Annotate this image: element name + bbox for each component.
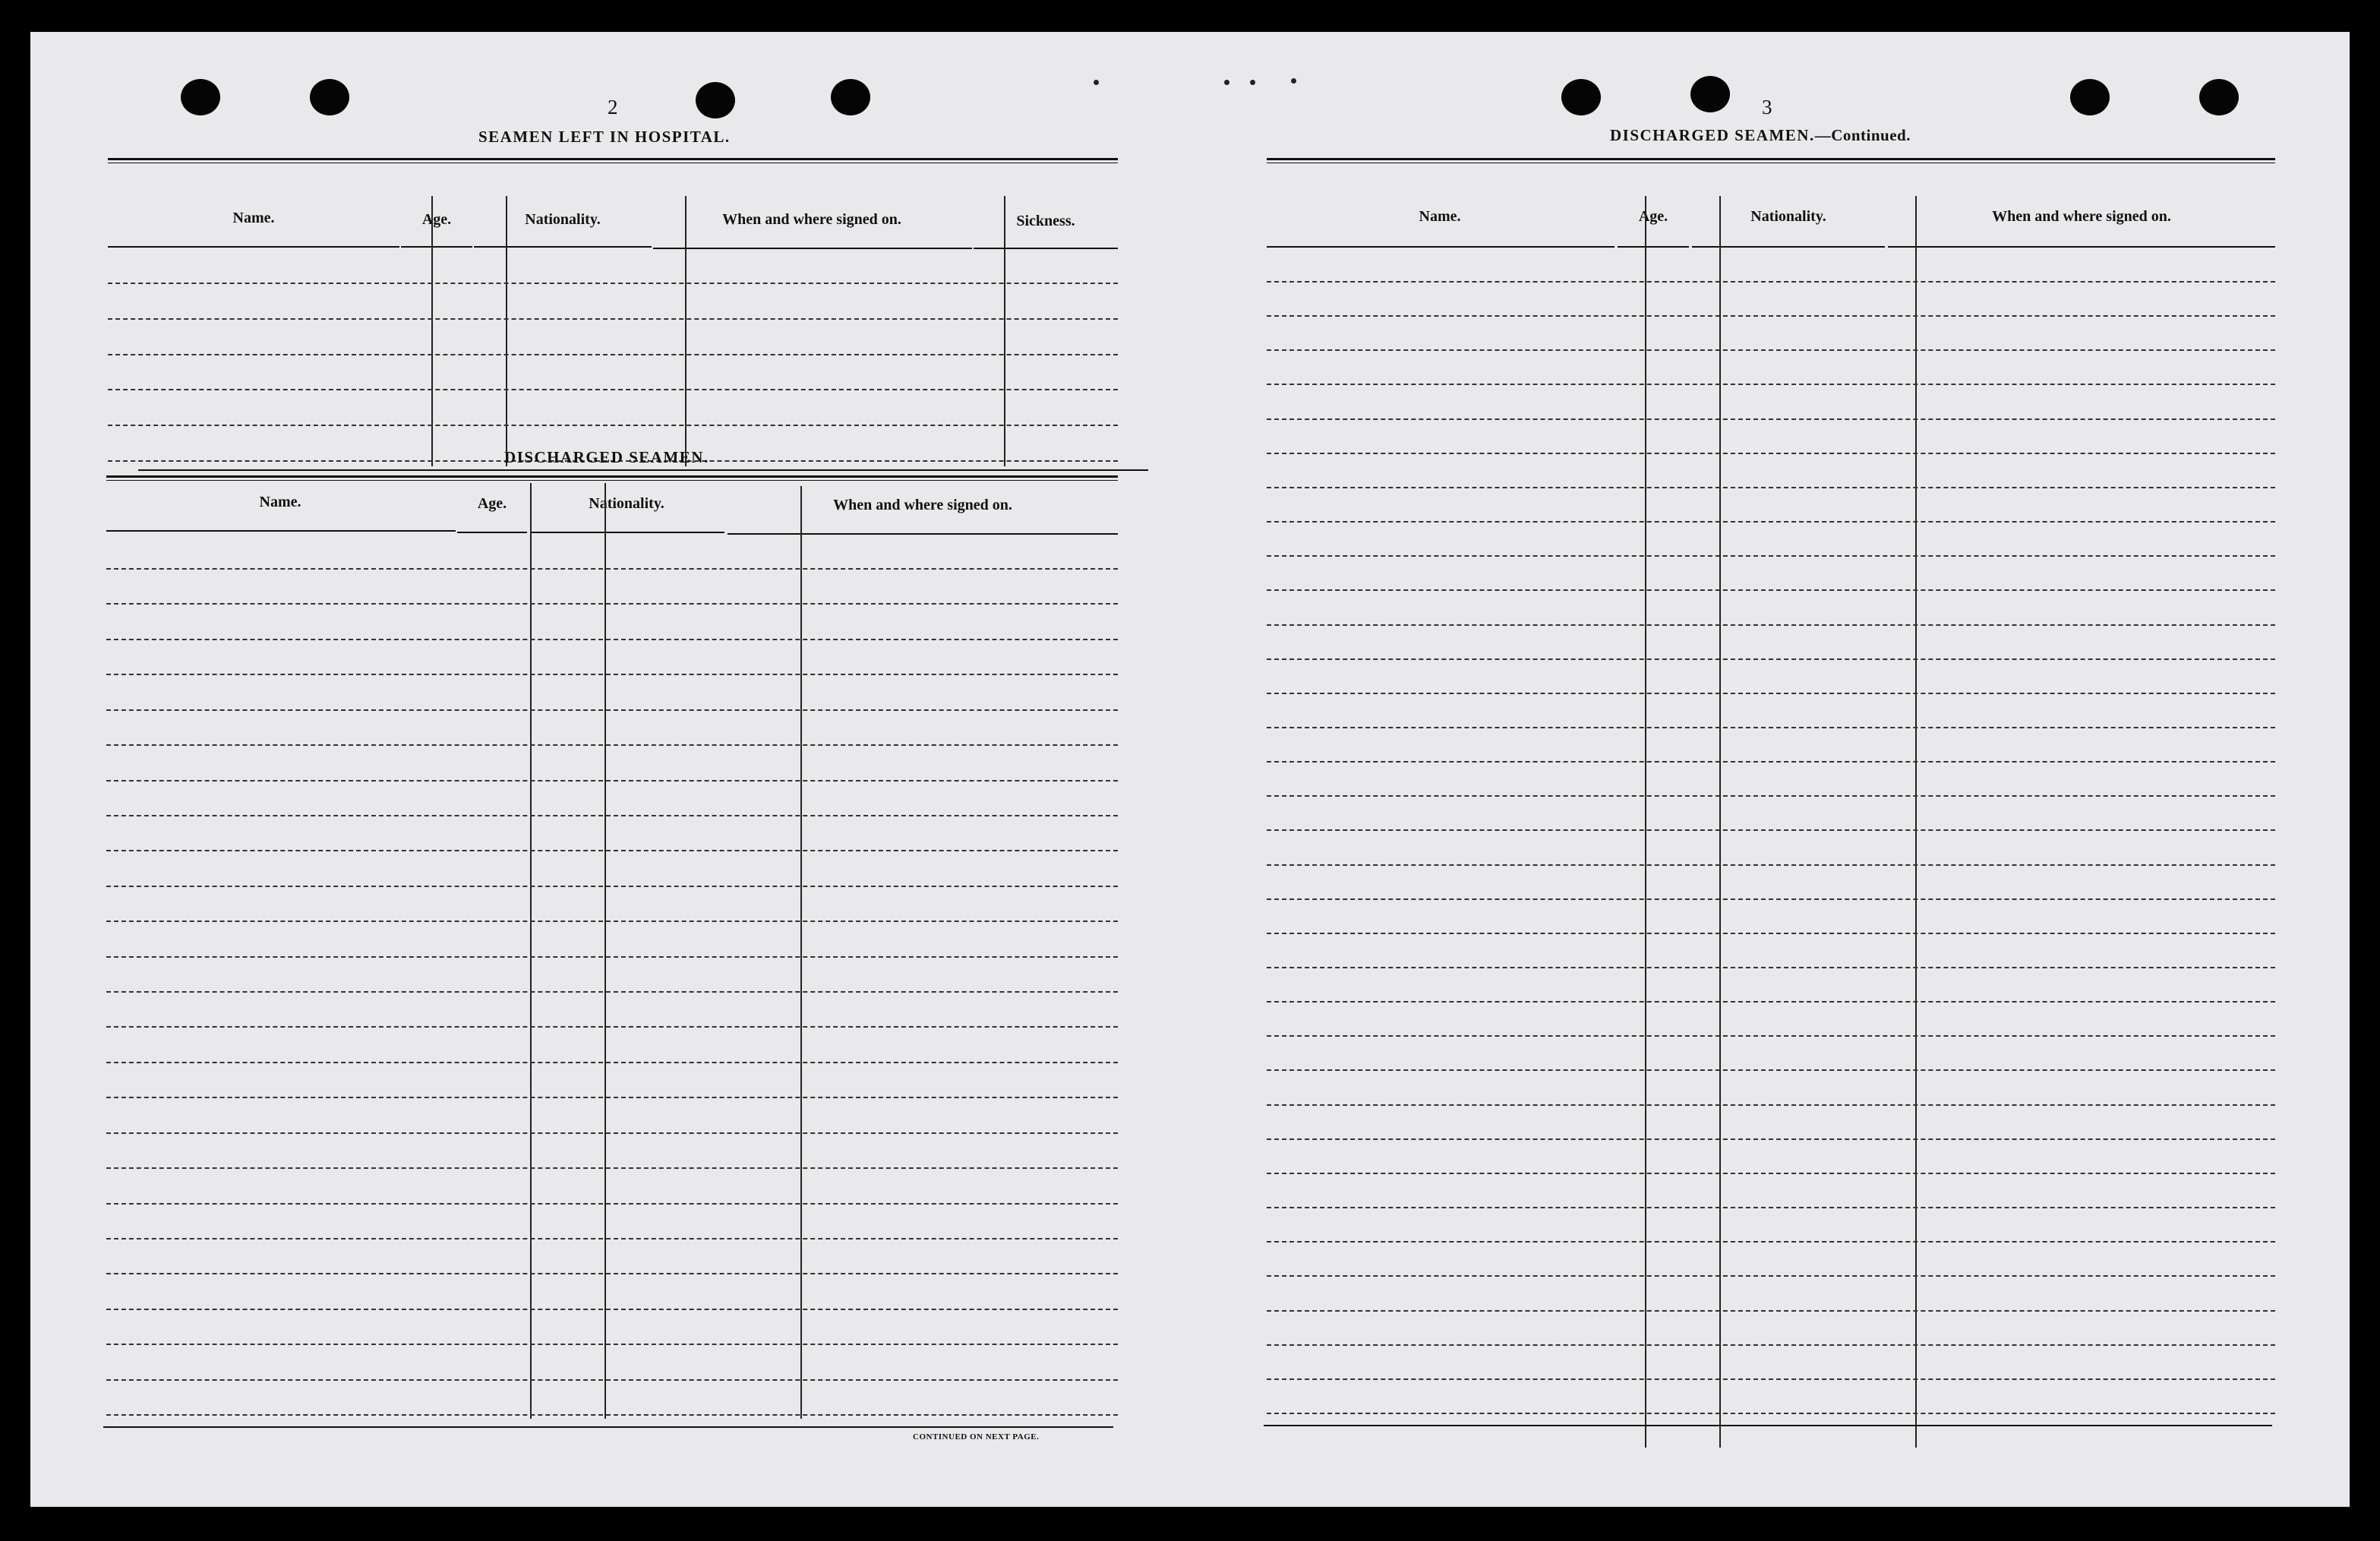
ink-speck [1291, 78, 1296, 84]
table-row [106, 1309, 1118, 1310]
header-rule [653, 248, 972, 249]
ink-speck [1250, 80, 1255, 85]
table-row [1267, 864, 2275, 866]
column-header-sickness: Sickness. [1016, 213, 1075, 229]
table-row [1267, 1035, 2275, 1037]
binder-hole [696, 82, 735, 118]
section-title-hospital: SEAMEN LEFT IN HOSPITAL. [478, 128, 731, 146]
table-row [1267, 1207, 2275, 1208]
table-end-rule [1264, 1425, 2272, 1426]
table-row [108, 283, 1118, 284]
table-row [1267, 898, 2275, 900]
page-number: 3 [1762, 96, 1772, 118]
table-row [108, 318, 1118, 320]
table-row [1267, 453, 2275, 454]
header-rule [530, 532, 724, 533]
column-divider [800, 486, 802, 1419]
table-row [1267, 624, 2275, 626]
binder-hole [310, 79, 349, 115]
header-rule [1888, 246, 2275, 248]
binder-hole [1690, 76, 1730, 112]
table-row [1267, 933, 2275, 934]
table-row [1267, 555, 2275, 557]
table-row [106, 1097, 1118, 1098]
header-rule [1267, 246, 1615, 248]
header-rule [474, 246, 652, 248]
column-header-nationality: Nationality. [589, 495, 664, 512]
section-title-text: DISCHARGED SEAMEN. [1610, 126, 1815, 144]
table-row [106, 709, 1118, 711]
header-rule [1618, 246, 1689, 248]
column-divider [530, 483, 532, 1419]
table-row [106, 886, 1118, 887]
column-header-name: Name. [259, 494, 301, 510]
continued-note: CONTINUED ON NEXT PAGE. [913, 1432, 1040, 1442]
table-row [106, 744, 1118, 746]
table-row [1267, 1173, 2275, 1174]
table-row [106, 1238, 1118, 1239]
table-row [1267, 1069, 2275, 1071]
header-rule [108, 246, 399, 248]
table-row [106, 639, 1118, 640]
ink-speck [1224, 80, 1229, 85]
table-row [108, 425, 1118, 426]
table-row [1267, 1378, 2275, 1380]
table-row [106, 920, 1118, 922]
column-header-age: Age. [1638, 208, 1668, 225]
table-row [106, 1273, 1118, 1274]
table-row [1267, 829, 2275, 831]
binder-hole [2070, 79, 2110, 115]
table-row [1267, 418, 2275, 420]
section-title-suffix: —Continued. [1814, 126, 1911, 144]
column-header-name: Name. [1419, 208, 1461, 225]
table-row [1267, 521, 2275, 523]
section-end-rule [138, 469, 1148, 471]
column-header-age: Age. [477, 495, 507, 512]
header-rule [728, 533, 1118, 535]
column-header-nationality: Nationality. [1750, 208, 1826, 225]
binder-hole [2199, 79, 2239, 115]
table-row [1267, 1241, 2275, 1243]
ledger-sheet [30, 32, 2350, 1507]
table-row [1267, 349, 2275, 351]
header-rule [401, 246, 472, 248]
table-row [106, 1062, 1118, 1063]
table-row [106, 991, 1118, 993]
table-row [106, 1379, 1118, 1381]
binder-hole [831, 79, 870, 115]
table-row [106, 568, 1118, 570]
table-row [106, 1414, 1118, 1416]
binder-hole [1561, 79, 1601, 115]
table-row [1267, 795, 2275, 797]
table-row [1267, 1344, 2275, 1346]
table-row [1267, 1138, 2275, 1140]
column-header-nationality: Nationality. [525, 211, 601, 228]
table-row [106, 1132, 1118, 1134]
table-row [1267, 315, 2275, 317]
column-header-signed-on: When and where signed on. [722, 211, 901, 228]
hospital-table [108, 176, 1118, 466]
table-row [106, 674, 1118, 675]
table-row [1267, 967, 2275, 968]
table-row [106, 780, 1118, 782]
header-rule [1692, 246, 1885, 248]
discharged-continued-table [1267, 176, 2275, 1445]
binder-hole [181, 79, 220, 115]
table-end-rule [103, 1426, 1113, 1428]
table-row [106, 1344, 1118, 1345]
table-row [1267, 589, 2275, 591]
column-header-signed-on: When and where signed on. [1992, 208, 2171, 225]
discharged-table [106, 483, 1118, 1423]
header-rule [106, 530, 456, 532]
table-row [106, 1167, 1118, 1169]
table-row [106, 603, 1118, 605]
section-title-discharged-continued [1610, 126, 1911, 145]
section-double-rule [108, 158, 1118, 163]
table-row [1267, 487, 2275, 488]
table-row [106, 956, 1118, 958]
table-row [106, 1203, 1118, 1205]
column-header-age: Age. [421, 211, 452, 228]
header-rule [974, 248, 1118, 249]
table-row [106, 815, 1118, 816]
section-title-discharged: DISCHARGED SEAMEN. [504, 448, 709, 466]
ink-speck [1094, 80, 1099, 85]
column-header-signed-on: When and where signed on. [833, 497, 1012, 513]
table-row [106, 1026, 1118, 1028]
section-double-rule [106, 475, 1118, 481]
table-row [1267, 1275, 2275, 1277]
page-number: 2 [608, 96, 618, 118]
table-row [108, 354, 1118, 355]
table-row [1267, 384, 2275, 385]
table-row [1267, 658, 2275, 660]
table-row [1267, 1310, 2275, 1312]
column-divider [604, 483, 606, 1419]
table-row [1267, 1001, 2275, 1003]
table-row [1267, 1413, 2275, 1414]
column-header-name: Name. [232, 210, 275, 226]
table-row [1267, 727, 2275, 728]
table-row [1267, 693, 2275, 694]
table-row [1267, 1104, 2275, 1106]
section-double-rule [1267, 158, 2275, 163]
table-row [1267, 281, 2275, 283]
table-row [106, 850, 1118, 851]
header-rule [457, 532, 527, 533]
table-row [1267, 761, 2275, 763]
table-row [108, 389, 1118, 390]
